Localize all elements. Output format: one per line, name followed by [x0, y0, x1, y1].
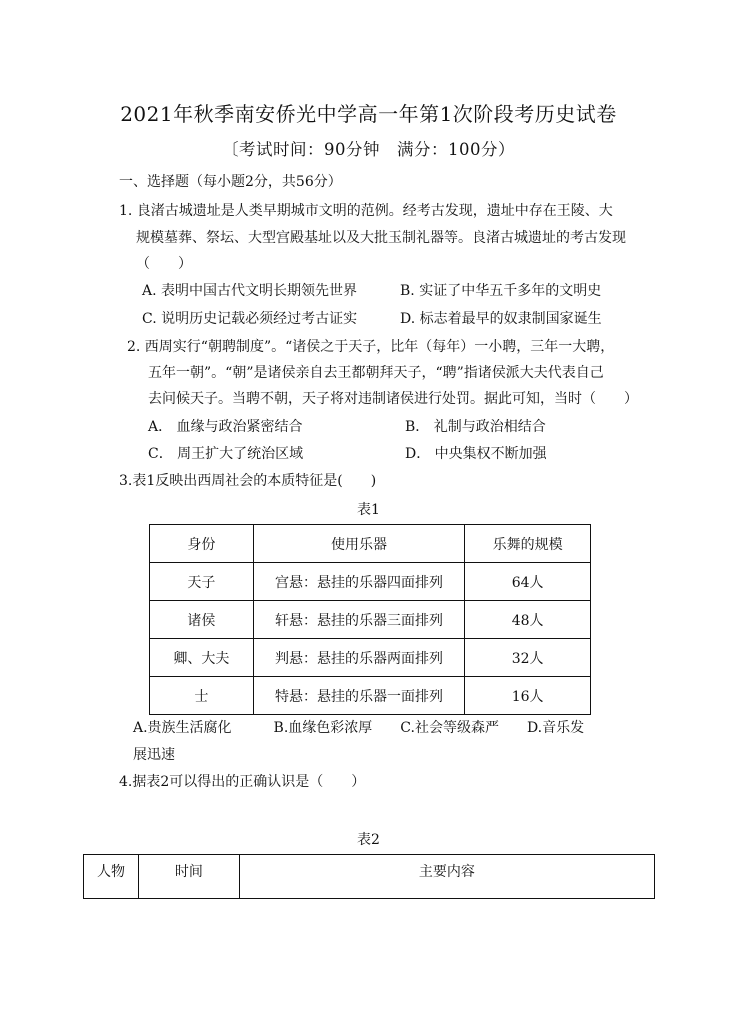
q3-options-line-2: 展迅速 — [133, 747, 175, 763]
q1-option-c: C. 说明历史记载必须经过考古证实 — [142, 311, 358, 327]
q1-line-2: 规模墓葬、祭坛、大型宫殿基址以及大批玉制礼器等。良渚古城遗址的考古发现 — [136, 230, 626, 246]
page-title: 2021年秋季南安侨光中学高一年第1次阶段考历史试卷 — [120, 102, 617, 126]
header-cell: 使用乐器 — [253, 525, 464, 563]
q2-line-2: 五年一朝”。“朝”是诸侯亲自去王都朝拜天子，“聘”指诸侯派大夫代表自己 — [148, 365, 604, 381]
q1-option-a: A. 表明中国古代文明长期领先世界 — [142, 283, 358, 299]
table-cell: 64人 — [465, 563, 591, 601]
q4-stem: 4.据表2可以得出的正确认识是（ ） — [119, 774, 366, 790]
q2-option-b: B． 礼制与政治相结合 — [405, 419, 546, 435]
header-cell: 主要内容 — [239, 855, 654, 899]
table-header-row — [84, 855, 655, 899]
q3-options-line: A.贵族生活腐化 B.血缘色彩浓厚 C.社会等级森严 D.音乐发 — [133, 720, 585, 736]
table-row — [150, 677, 591, 715]
q2-line-1: 2. 西周实行“朝聘制度”。“诸侯之于天子，比年（每年）一小聘，三年一大聘， — [127, 339, 615, 355]
table-cell: 士 — [150, 677, 254, 715]
table-1 — [149, 524, 591, 715]
q2-option-d: D． 中央集权不断加强 — [405, 446, 547, 462]
table-row — [150, 563, 591, 601]
table1-caption: 表1 — [357, 502, 380, 518]
table-cell: 天子 — [150, 563, 254, 601]
table-cell: 32人 — [465, 639, 591, 677]
q2-line-3: 去问候天子。当聘不朝，天子将对违制诸侯进行处罚。据此可知，当时（ ） — [148, 391, 638, 407]
table-cell: 48人 — [465, 601, 591, 639]
table-cell: 16人 — [465, 677, 591, 715]
q2-option-c: C． 周王扩大了统治区域 — [148, 446, 304, 462]
table-row — [150, 639, 591, 677]
table-header-row — [150, 525, 591, 563]
table-cell: 宫悬：悬挂的乐器四面排列 — [253, 563, 464, 601]
table-cell: 诸侯 — [150, 601, 254, 639]
table-cell: 特悬：悬挂的乐器一面排列 — [253, 677, 464, 715]
q1-line-3: （ ） — [136, 256, 192, 272]
table-cell: 判悬：悬挂的乐器两面排列 — [253, 639, 464, 677]
q1-option-b: B. 实证了中华五千多年的文明史 — [400, 283, 602, 299]
table2-caption: 表2 — [357, 832, 380, 848]
header-cell: 人物 — [84, 855, 139, 899]
q3-stem: 3.表1反映出西周社会的本质特征是( ) — [119, 473, 377, 489]
q2-option-a: A． 血缘与政治紧密结合 — [148, 419, 303, 435]
table-row — [150, 601, 591, 639]
table-2 — [83, 854, 655, 899]
section-heading: 一、选择题（每小题2分，共56分） — [119, 174, 342, 190]
header-cell: 乐舞的规模 — [465, 525, 591, 563]
table-cell: 卿、大夫 — [150, 639, 254, 677]
exam-info: 〔考试时间：90分钟 满分：100分） — [222, 140, 515, 159]
header-cell: 时间 — [138, 855, 239, 899]
header-cell: 身份 — [150, 525, 254, 563]
table-cell: 轩悬：悬挂的乐器三面排列 — [253, 601, 464, 639]
q1-line-1: 1. 良渚古城遗址是人类早期城市文明的范例。经考古发现，遗址中存在王陵、大 — [119, 203, 613, 219]
q1-option-d: D. 标志着最早的奴隶制国家诞生 — [400, 311, 602, 327]
